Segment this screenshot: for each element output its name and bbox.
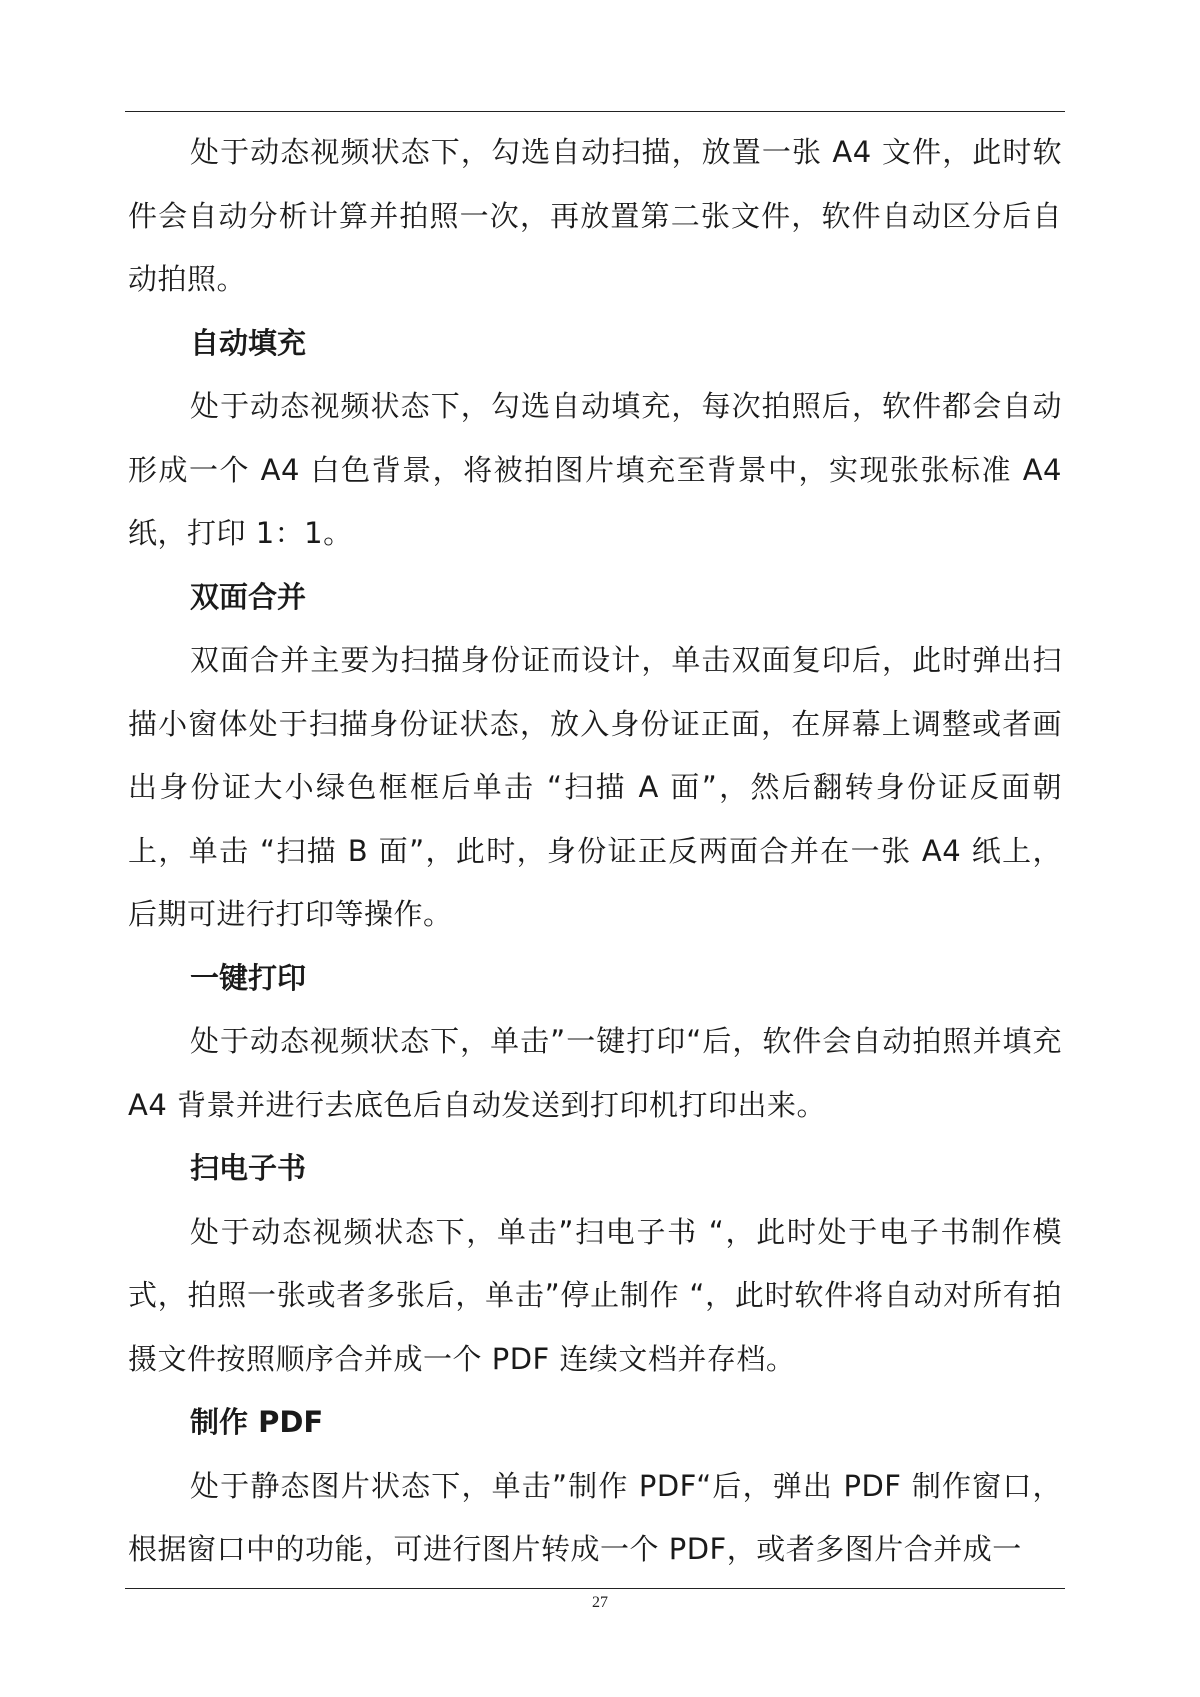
heading-duplex-merge: 双面合并 [190, 579, 307, 614]
heading-scan-ebook: 扫电子书 [190, 1151, 307, 1185]
paragraph-duplex-merge: 双面合并主要为扫描身份证而设计，单击双面复印后，此时弹出扫描小窗体处于扫描身份证状态，放入身份证正面，在屏幕上调整或者画出身份证大小绿色框框后单击 “扫描 A 面”，然后翻转身份证反面朝上，单击 “扫描 B 面”，此时，身份证正反两面合并在一张 A4 纸上，后期可进行打印等操作。 [128, 643, 1062, 931]
paragraph-auto-scan: 处于动态视频状态下，勾选自动扫描，放置一张 A4 文件，此时软件会自动分析计算并拍照一次，再放置第二张文件，软件自动区分后自动拍照。 [128, 135, 1062, 296]
page-number: 27 [592, 1594, 608, 1611]
paragraph-one-click-print: 处于动态视频状态下，单击”一键打印“后，软件会自动拍照并填充 A4 背景并进行去底色后自动发送到打印机打印出来。 [128, 1024, 1062, 1122]
heading-make-pdf: 制作 PDF [190, 1405, 324, 1439]
footer-rule [125, 1588, 1065, 1589]
paragraph-make-pdf: 处于静态图片状态下，单击”制作 PDF“后，弹出 PDF 制作窗口，根据窗口中的功能，可进行图片转成一个 PDF，或者多图片合并成一 [128, 1468, 1062, 1566]
paragraph-auto-fill: 处于动态视频状态下，勾选自动填充，每次拍照后，软件都会自动形成一个 A4 白色背景，将被拍图片填充至背景中，实现张张标准 A4 纸，打印 1：1。 [128, 389, 1062, 550]
paragraph-scan-ebook: 处于动态视频状态下，单击”扫电子书 “，此时处于电子书制作模式，拍照一张或者多张后，单击”停止制作 “，此时软件将自动对所有拍摄文件按照顺序合并成一个 PDF 连续文档并存档。 [128, 1214, 1062, 1376]
document-body [128, 121, 1062, 1582]
header-rule [125, 111, 1065, 112]
heading-one-click-print: 一键打印 [190, 960, 307, 995]
heading-auto-fill: 自动填充 [190, 325, 307, 360]
